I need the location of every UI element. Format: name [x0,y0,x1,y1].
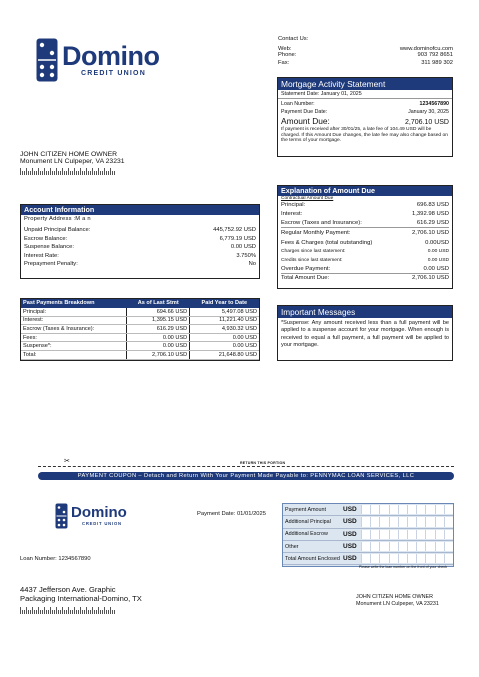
barcode-bar [68,168,69,175]
coupon-brand-tagline: CREDIT UNION [82,521,122,526]
table-row [21,308,259,317]
payment-amount-input[interactable] [361,516,453,527]
digit-cell[interactable] [398,554,407,563]
explanation-rows [278,201,452,283]
explanation-row-label: Charges since last statement: [281,249,346,254]
explanation-row-value: 0.00USD [425,239,449,246]
pp-row-label: Escrow (Taxes & Insurance): [21,325,127,334]
digit-cell[interactable] [444,505,453,514]
pp-row-ytd: 21,648.80 USD [190,351,259,360]
mortgage-statement-box [277,77,453,157]
account-row-value: 6,779.19 USD [219,235,256,242]
explanation-row [281,201,449,210]
barcode-bar [98,607,99,614]
digit-cell[interactable] [425,517,434,526]
contact-fax-label: Fax: [278,60,290,66]
barcode-bar [60,171,61,175]
past-payments-table [21,299,259,360]
explanation-row-value: 1,392.98 USD [411,211,449,218]
coupon-owner-name: JOHN CITIZEN HOME OWNER [356,594,433,600]
digit-cell[interactable] [407,517,416,526]
barcode-bar [108,610,109,614]
digit-cell[interactable] [398,542,407,551]
barcode-bar [34,171,35,175]
digit-cell[interactable] [425,542,434,551]
barcode-bar [46,171,47,175]
digit-cell[interactable] [444,542,453,551]
barcode-bar [84,610,85,614]
barcode-bar [86,607,87,614]
pp-row-ytd: 5,497.08 USD [190,308,259,317]
digit-cell[interactable] [370,505,379,514]
barcode-bar [100,610,101,614]
digit-cell[interactable] [370,542,379,551]
digit-cell[interactable] [416,554,425,563]
explanation-row-value: 0.00 USD [423,265,449,272]
digit-cell[interactable] [379,542,388,551]
barcode-bar [96,171,97,175]
digit-cell[interactable] [370,530,379,539]
loan-number-value: 1234567890 [419,101,449,107]
barcode-bar [74,607,75,614]
barcode-bar [52,610,53,614]
pp-row-label: Total: [21,351,127,360]
digit-cell[interactable] [398,530,407,539]
barcode-bar [74,168,75,175]
past-payments-box [20,298,260,361]
explanation-row-value: 0.00 USD [427,249,449,254]
payment-amount-input[interactable] [361,529,453,540]
barcode-bar [72,171,73,175]
return-barcode [20,607,142,614]
pp-header-ytd: Paid Year to Date [201,300,248,307]
explanation-row-value: 0.00 USD [427,257,449,263]
messages-box [277,305,453,361]
barcode-bar [36,171,37,175]
barcode-bar [28,171,29,175]
contact-fax-value: 311 989 302 [421,60,453,66]
barcode-bar [66,171,67,175]
account-row-label: Interest Rate: [24,252,59,259]
account-row-label: Prepayment Penalty: [24,261,78,268]
table-row [21,325,259,334]
barcode-bar [110,168,111,175]
barcode-bar [44,607,45,614]
barcode-bar [32,607,33,614]
pp-row-last-stmt: 0.00 USD [127,342,190,351]
barcode-bar [94,171,95,175]
account-row-label: Unpaid Principal Balance: [24,227,91,233]
coupon-owner-address: Monument LN Culpeper, VA 23231 [356,601,439,607]
explanation-row [281,247,449,256]
digit-cell[interactable] [416,517,425,526]
barcode-bar [42,171,43,175]
pp-row-last-stmt: 694.66 USD [127,308,190,317]
barcode-bar [30,610,31,614]
barcode-bar [86,168,87,175]
contact-phone-label: Phone: [278,52,297,58]
barcode-bar [20,607,21,614]
barcode-bar [34,610,35,614]
digit-cell[interactable] [361,530,370,539]
payment-due-value: January 30, 2025 [408,109,449,115]
payment-entry-currency: USD [343,518,357,526]
barcode-bar [84,171,85,175]
explanation-row-value: 696.83 USD [416,202,449,209]
amount-due-label: Amount Due: [281,116,330,126]
payment-entry-label: Additional Principal [285,518,331,525]
account-row-value: 445,752.92 USD [213,227,256,233]
amount-due-value: 2,706.10 USD [405,119,449,126]
pp-row-ytd: 11,221.40 USD [190,316,259,325]
return-address-line1: 4437 Jefferson Ave. Graphic [20,585,116,594]
explanation-subtitle: Contractual Amount Due [281,196,334,201]
explanation-row [281,256,449,265]
brand-name: Domino [62,41,160,71]
payment-entry-label: Other [285,543,299,550]
mortgage-statement-title: Mortgage Activity Statement [278,78,452,90]
pp-header-last-stmt: As of Last Stmt [137,300,179,307]
digit-cell[interactable] [444,554,453,563]
domino-tile-icon [36,38,58,82]
barcode-bar [54,171,55,175]
barcode-bar [88,171,89,175]
messages-title: Important Messages [278,306,452,318]
digit-cell[interactable] [435,554,444,563]
payment-entry-label: Total Amount Enclosed [285,555,340,562]
barcode-bar [50,607,51,614]
barcode-bar [22,610,23,614]
recipient-address: Monument LN Culpeper, VA 23231 [20,158,125,165]
payment-entry-currency: USD [343,530,357,538]
pp-row-last-stmt: 616.29 USD [127,325,190,334]
payment-entry-label: Payment Amount [285,506,327,513]
barcode-bar [114,171,115,175]
pp-row-last-stmt: 0.00 USD [127,333,190,342]
digit-cell[interactable] [379,554,388,563]
account-info-title: Account Information [21,205,259,215]
barcode-bar [82,610,83,614]
barcode-bar [64,171,65,175]
barcode-bar [78,610,79,614]
barcode-bar [26,168,27,175]
barcode-bar [36,610,37,614]
digit-cell[interactable] [398,517,407,526]
payment-entry-label: Additional Escrow [285,531,328,538]
barcode-bar [38,607,39,614]
payment-amount-input[interactable] [361,553,453,564]
digit-cell[interactable] [407,542,416,551]
pp-row-last-stmt: 2,706.10 USD [127,351,190,360]
barcode-bar [48,171,49,175]
barcode-bar [104,168,105,175]
barcode-bar [96,610,97,614]
pp-row-ytd: 4,930.32 USD [190,325,259,334]
barcode-bar [104,607,105,614]
barcode-bar [38,168,39,175]
digit-cell[interactable] [361,554,370,563]
return-address [20,585,142,614]
cut-line [38,466,454,467]
explanation-row [281,219,449,228]
barcode-bar [60,610,61,614]
digit-cell[interactable] [398,505,407,514]
payment-entry-box [282,503,454,570]
barcode-bar [24,171,25,175]
payment-entry-currency: USD [343,543,357,551]
barcode-bar [94,610,95,614]
payment-entry-row [283,553,453,565]
barcode-bar [88,610,89,614]
digit-cell[interactable] [416,530,425,539]
pp-row-label: Interest: [21,316,127,325]
coupon-logo [55,503,145,529]
pp-row-label: Fees: [21,333,127,342]
account-row [24,244,256,253]
payment-entry-row [283,504,453,516]
barcode-bar [82,171,83,175]
payment-amount-input[interactable] [361,541,453,552]
explanation-row [281,228,449,239]
digit-cell[interactable] [444,530,453,539]
table-row [21,316,259,325]
account-rows [21,223,259,270]
late-fee-note: If payment is received after 30/01/25, a late fee of 104.49 USD will be charged. If this Amount Due changes, the late fee may also change based on the terms of your mortgage. [281,127,448,144]
digit-cell[interactable] [435,530,444,539]
account-row-value: No [248,261,256,268]
barcode-bar [80,607,81,614]
explanation-row-label: Principal: [281,202,306,209]
payment-amount-input[interactable] [361,504,453,515]
barcode-bar [110,607,111,614]
messages-body: *Suspense: Any amount received less than a full payment will be applied to a suspense account for your mortgage. When enough is received to equal a full payment, a full payment will be applied to your mortgage. [281,320,449,348]
barcode-bar [54,610,55,614]
explanation-row [281,238,449,247]
barcode-bar [62,168,63,175]
barcode-bar [64,610,65,614]
explanation-row-label: Overdue Payment: [281,265,331,272]
digit-cell[interactable] [379,530,388,539]
digit-cell[interactable] [389,517,398,526]
property-address: Property Address :M a n [24,216,91,222]
explanation-title: Explanation of Amount Due [278,186,452,196]
scissors-icon: ✂ [64,458,70,465]
barcode-bar [56,168,57,175]
barcode-bar [76,610,77,614]
account-row-label: Escrow Balance: [24,235,68,242]
digit-cell[interactable] [407,530,416,539]
barcode-bar [62,607,63,614]
digit-cell[interactable] [444,517,453,526]
table-row [21,342,259,351]
digit-cell[interactable] [435,542,444,551]
pp-header-label: Past Payments Breakdown [23,300,95,307]
barcode-bar [48,610,49,614]
digit-cell[interactable] [370,554,379,563]
digit-cell[interactable] [407,505,416,514]
payment-entry-row [283,529,453,541]
account-row [24,253,256,262]
barcode-bar [92,607,93,614]
digit-cell[interactable] [425,530,434,539]
explanation-row-label: Fees & Charges (total outstanding) [281,239,373,246]
barcode-bar [46,610,47,614]
barcode-bar [58,171,59,175]
payment-entry-row [283,541,453,553]
explanation-row-value: 2,706.10 USD [411,229,449,236]
barcode-bar [90,171,91,175]
postal-barcode [20,168,125,175]
digit-cell[interactable] [425,554,434,563]
barcode-bar [102,171,103,175]
barcode-bar [40,610,41,614]
recipient-name: JOHN CITIZEN HOME OWNER [20,151,118,158]
loan-number-label: Loan Number: [281,101,315,107]
barcode-bar [68,607,69,614]
coupon-payment-date: Payment Date: 01/01/2025 [197,511,266,517]
return-portion-note: RETURN THIS PORTION [240,461,286,465]
barcode-bar [108,171,109,175]
explanation-row-label: Total Amount Due: [281,275,330,282]
digit-cell[interactable] [425,505,434,514]
barcode-bar [42,610,43,614]
barcode-bar [40,171,41,175]
explanation-row-label: Interest: [281,211,303,218]
explanation-row-value: 616.29 USD [416,219,449,226]
barcode-bar [76,171,77,175]
explanation-row-label: Escrow (Taxes and Insurance): [281,219,362,226]
contact-web-value[interactable]: www.dominofcu.com [399,46,453,52]
brand-tagline: CREDIT UNION [81,70,146,77]
barcode-bar [32,168,33,175]
digit-cell[interactable] [370,517,379,526]
payment-entry-currency: USD [343,506,357,514]
account-row [24,236,256,245]
digit-cell[interactable] [435,505,444,514]
barcode-bar [50,168,51,175]
barcode-bar [30,171,31,175]
payment-due-label: Payment Due Date: [281,109,328,115]
barcode-bar [90,610,91,614]
digit-cell[interactable] [361,542,370,551]
barcode-bar [106,610,107,614]
table-row [21,333,259,342]
barcode-bar [80,168,81,175]
barcode-bar [114,610,115,614]
barcode-bar [92,168,93,175]
pp-row-last-stmt: 1,395.15 USD [127,316,190,325]
barcode-bar [98,168,99,175]
digit-cell[interactable] [407,554,416,563]
barcode-bar [112,171,113,175]
table-row [21,351,259,360]
logo [36,38,160,82]
pp-row-label: Suspense*: [21,342,127,351]
account-info-box [20,204,260,279]
payment-entry-currency: USD [343,555,357,563]
barcode-bar [52,171,53,175]
barcode-bar [112,610,113,614]
account-row-label: Suspense Balance: [24,244,74,251]
barcode-bar [70,610,71,614]
barcode-bar [78,171,79,175]
barcode-bar [24,610,25,614]
digit-cell[interactable] [389,554,398,563]
account-row [24,227,256,236]
pp-row-label: Principal: [21,308,127,317]
explanation-row-label: Regular Monthly Payment: [281,229,351,236]
return-address-line2: Packaging International-Domino, TX [20,594,142,603]
barcode-bar [70,171,71,175]
barcode-bar [20,168,21,175]
account-row [24,261,256,270]
domino-tile-icon [55,503,68,529]
contact-web-label: Web: [278,46,292,52]
explanation-row [281,210,449,219]
contact-phone-value: 903 792 8651 [417,52,453,58]
payment-footnote: Please write the loan number on the front of your check [358,565,447,570]
coupon-owner [356,594,439,607]
barcode-bar [28,610,29,614]
digit-cell[interactable] [416,542,425,551]
account-row-value: 0.00 USD [230,244,256,251]
payment-coupon-banner: PAYMENT COUPON – Detach and Return With Your Payment Made Payable to: PENNYMAC LOAN SERVICES, LLC [38,472,454,480]
contact-block [278,36,453,66]
pp-row-ytd: 0.00 USD [190,333,259,342]
digit-cell[interactable] [361,505,370,514]
contact-heading: Contact Us: [278,36,309,42]
barcode-bar [102,610,103,614]
explanation-row [281,265,449,274]
digit-cell[interactable] [389,530,398,539]
barcode-bar [26,607,27,614]
account-row-value: 3.750% [236,252,256,259]
coupon-loan-number: Loan Number: 1234567890 [20,556,91,562]
barcode-bar [72,610,73,614]
barcode-bar [58,610,59,614]
barcode-bar [106,171,107,175]
explanation-row-label: Credits since last statement: [281,257,343,263]
explanation-row [281,274,449,283]
digit-cell[interactable] [361,517,370,526]
explanation-row-value: 2,706.10 USD [411,275,449,282]
pp-row-ytd: 0.00 USD [190,342,259,351]
barcode-bar [44,168,45,175]
digit-cell[interactable] [416,505,425,514]
barcode-bar [22,171,23,175]
statement-date: Statement Date: January 01, 2025 [278,90,452,99]
explanation-box [277,185,453,289]
digit-cell[interactable] [435,517,444,526]
digit-cell[interactable] [389,542,398,551]
payment-entry-row [283,516,453,528]
barcode-bar [66,610,67,614]
coupon-brand-name: Domino [71,504,127,521]
digit-cell[interactable] [389,505,398,514]
barcode-bar [100,171,101,175]
digit-cell[interactable] [379,517,388,526]
barcode-bar [56,607,57,614]
recipient-block [20,151,125,175]
digit-cell[interactable] [379,505,388,514]
